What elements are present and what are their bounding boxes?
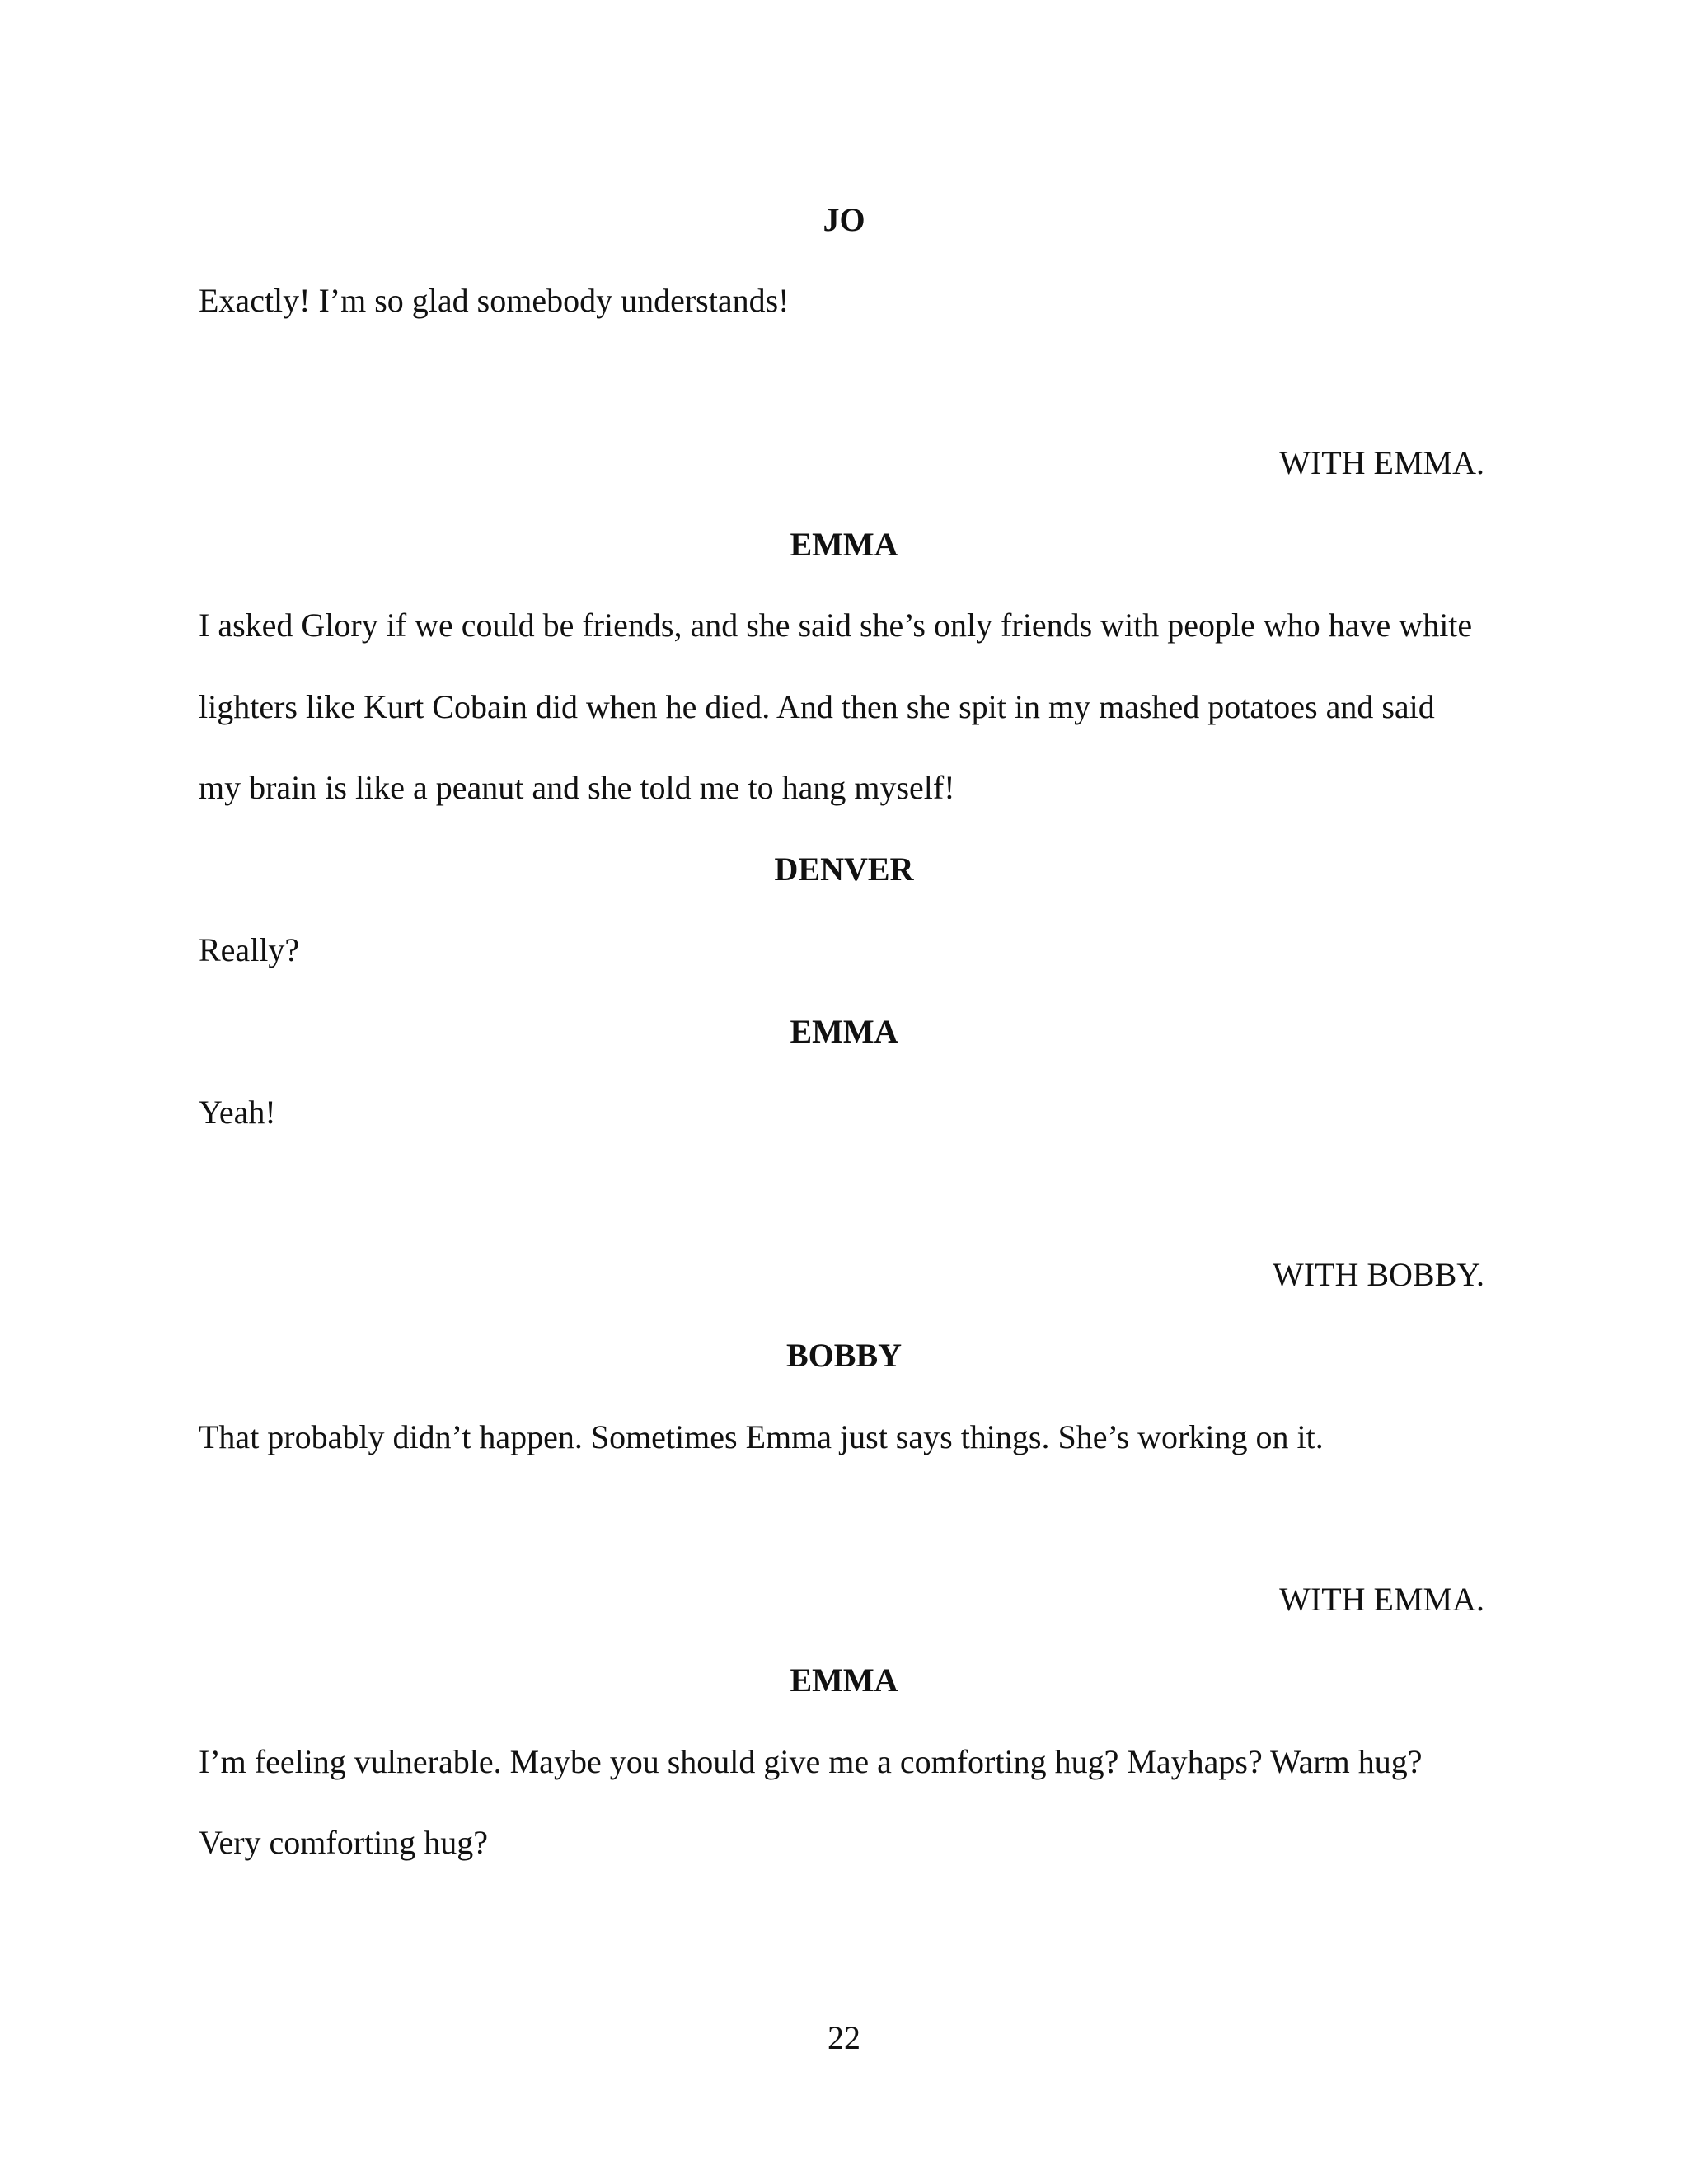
speaker-emma: EMMA [790,1013,898,1050]
speaker-emma: EMMA [790,1661,898,1699]
dialogue-line: Very comforting hug? [199,1824,489,1861]
dialogue-line: lighters like Kurt Cobain did when he died. And then she spit in my mashed potatoes and said [199,688,1435,725]
dialogue-line: Really? [199,931,300,968]
dialogue-line: I’m feeling vulnerable. Maybe you should give me a comforting hug? Mayhaps? Warm hug? [199,1743,1423,1780]
speaker-emma: EMMA [790,526,898,563]
dialogue-line: my brain is like a peanut and she told me to hang myself! [199,769,955,806]
dialogue-line: I asked Glory if we could be friends, and she said she’s only friends with people who have white [199,607,1473,644]
speaker-jo: JO [823,201,865,238]
dialogue-line: That probably didn’t happen. Sometimes Emma just says things. She’s working on it. [199,1418,1324,1455]
speaker-bobby: BOBBY [785,1337,903,1374]
scene-transition: WITH EMMA. [1279,444,1484,481]
scene-transition: WITH EMMA. [1279,1581,1484,1618]
dialogue-line: Exactly! I’m so glad somebody understands! [199,282,790,319]
scene-transition: WITH BOBBY. [1272,1256,1484,1293]
dialogue-line: Yeah! [199,1094,276,1131]
page-number: 22 [828,2019,860,2056]
speaker-denver: DENVER [774,851,914,888]
